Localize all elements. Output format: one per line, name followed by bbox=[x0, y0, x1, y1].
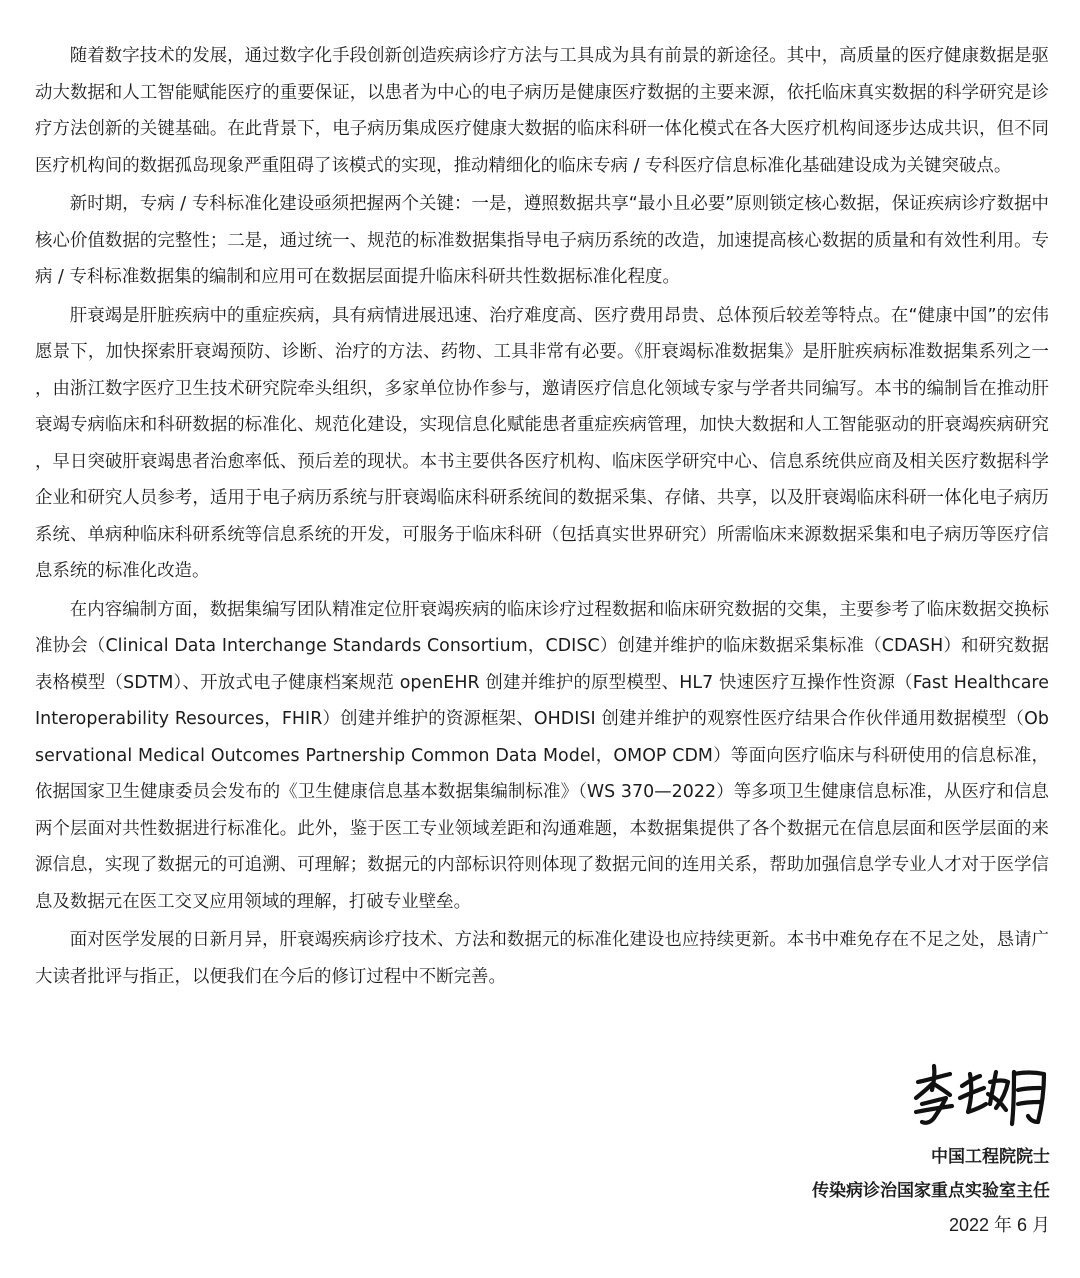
signature-block bbox=[630, 1060, 1050, 1242]
paragraph-2: 新时期，专病 / 专科标准化建设亟须把握两个关键：一是，遵照数据共享“最小且必要”原则锁定核心数据，保证疾病诊疗数据中核心价值数据的完整性；二是，通过统一、规范的标准数据集指导电子病历系统的改造，加速提高核心数据的质量和有效性利用。专病 / 专科标准数据集的编制和应用可在数据层面提升临床科研共性数据标准化程度。 bbox=[35, 194, 1049, 287]
paragraph-1: 随着数字技术的发展，通过数字化手段创新创造疾病诊疗方法与工具成为具有前景的新途径。其中，高质量的医疗健康数据是驱动大数据和人工智能赋能医疗的重要保证，以患者为中心的电子病历是健康医疗数据的主要来源，依托临床真实数据的科学研究是诊疗方法创新的关键基础。在此背景下，电子病历集成医疗健康大数据的临床科研一体化模式在各大医疗机构间逐步达成共识，但不同医疗机构间的数据孤岛现象严重阻碍了该模式的实现，推动精细化的临床专病 / 专科医疗信息标准化基础建设成为关键突破点。 bbox=[35, 46, 1049, 176]
signature-date: 2022 年 6 月 bbox=[948, 1215, 1050, 1235]
paragraph-4: 在内容编制方面，数据集编写团队精准定位肝衰竭疾病的临床诊疗过程数据和临床研究数据的交集，主要参考了临床数据交换标准协会（Clinical Data Interchange Standards Consortium，CDISC）创建并维护的临床数据采集标准（CDASH）和研究数据表格模型（SDTM）、开放式电子健康档案规范 openEHR 创建并维护的原型模型、HL7 快速医疗互操作性资源（Fast Healthcare Interoperability Resources，FHIR）创建并维护的资源框架、OHDISI 创建并维护的观察性医疗结果合作伙伴通用数据模型（Observational Medical Outcomes Partnership Common Data Model，OMOP CDM）等面向医疗临床与科研使用的信息标准，依据国家卫生健康委员会发布的《卫生健康信息基本数据集编制标准》（WS 370—2022）等多项卫生健康信息标准，从医疗和信息两个层面对共性数据进行标准化。此外，鉴于医工专业领域差距和沟通难题，本数据集提供了各个数据元在信息层面和医学层面的来源信息，实现了数据元的可追溯、可理解；数据元的内部标识符则体现了数据元间的连用关系，帮助加强信息学专业人才对于医学信息及数据元在医工交叉应用领域的理解，打破专业壁垒。 bbox=[35, 599, 1049, 912]
signer-title-lab-director: 传染病诊治国家重点实验室主任 bbox=[812, 1181, 1050, 1201]
handwritten-signature bbox=[912, 1060, 1050, 1138]
paragraph-5: 面对医学发展的日新月异，肝衰竭疾病诊疗技术、方法和数据元的标准化建设也应持续更新。本书中难免存在不足之处，恳请广大读者批评与指正，以便我们在今后的修订过程中不断完善。 bbox=[35, 930, 1049, 987]
paragraph-3: 肝衰竭是肝脏疾病中的重症疾病，具有病情进展迅速、治疗难度高、医疗费用昂贵、总体预后较差等特点。在“健康中国”的宏伟愿景下，加快探索肝衰竭预防、诊断、治疗的方法、药物、工具非常有必要。《肝衰竭标准数据集》是肝脏疾病标准数据集系列之一，由浙江数字医疗卫生技术研究院牵头组织，多家单位协作参与，邀请医疗信息化领域专家与学者共同编写。本书的编制旨在推动肝衰竭专病临床和科研数据的标准化、规范化建设，实现信息化赋能患者重症疾病管理，加快大数据和人工智能驱动的肝衰竭疾病研究，早日突破肝衰竭患者治愈率低、预后差的现状。本书主要供各医疗机构、临床医学研究中心、信息系统供应商及相关医疗数据科学企业和研究人员参考，适用于电子病历系统与肝衰竭临床科研系统间的数据采集、存储、共享，以及肝衰竭临床科研一体化电子病历系统、单病种临床科研系统等信息系统的开发，可服务于临床科研（包括真实世界研究）所需临床来源数据采集和电子病历等医疗信息系统的标准化改造。 bbox=[35, 305, 1049, 581]
preface-body bbox=[35, 38, 1049, 997]
signer-title-academician: 中国工程院院士 bbox=[931, 1147, 1050, 1167]
